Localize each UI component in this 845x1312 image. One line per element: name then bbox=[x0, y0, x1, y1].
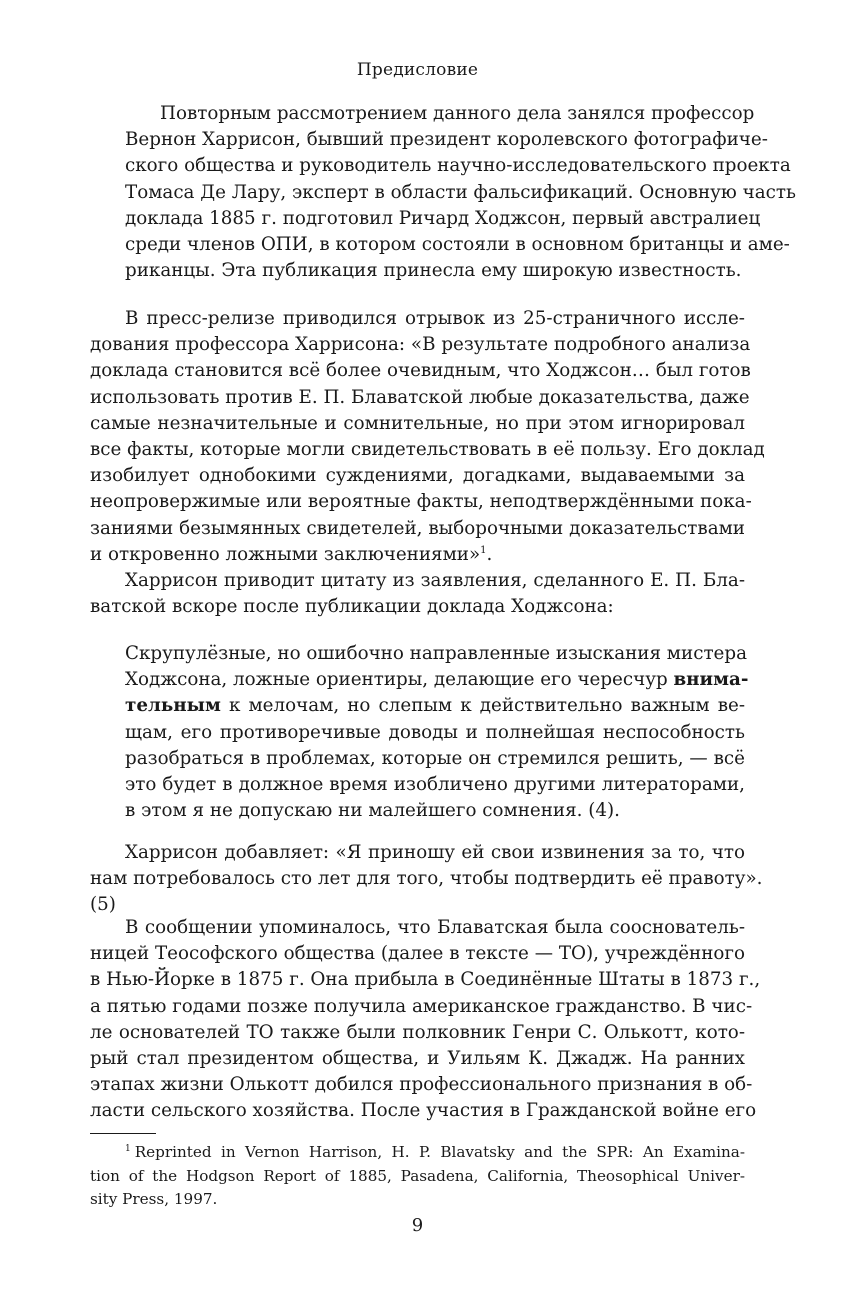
footnote-line: $^1$ Reprinted in Vernon Harrison, H. P. Blavatsky and the SPR: An Examina- bbox=[125, 1143, 745, 1161]
text-line: ницей Теософского общества (далее в тексте — ТО), учреждённого bbox=[90, 943, 745, 965]
text-line: все факты, которые могли свидетельствовать в её пользу. Его доклад bbox=[90, 438, 765, 460]
footnote-reference[interactable]: 1 bbox=[480, 544, 487, 556]
text-line: щам, его противоречивые доводы и полнейшая неспособность bbox=[125, 721, 745, 743]
running-head: Предисловие bbox=[356, 60, 479, 80]
text-line: В пресс-релизе приводился отрывок из 25-страничного иссле- bbox=[125, 308, 745, 329]
text-line: доклада 1885 г. подготовил Ричард Ходжсон, первый австралиец bbox=[125, 207, 761, 229]
text-line: неопровержимые или вероятные факты, неподтверждёнными пока- bbox=[90, 491, 752, 513]
footnote-line: tion of the Hodgson Report of 1885, Pasadena, California, Theosophical Univer- bbox=[90, 1166, 745, 1185]
page-number: 9 bbox=[411, 1215, 424, 1236]
text-line: рый стал президентом общества, и Уильям К. Джадж. На ранних bbox=[90, 1047, 745, 1069]
text-line: ласти сельского хозяйства. После участия в Гражданской войне его bbox=[90, 1100, 757, 1122]
text-line: среди членов ОПИ, в котором состояли в основном британцы и аме- bbox=[125, 233, 790, 255]
text-line: нам потребовалось сто лет для того, чтобы подтвердить её правоту». bbox=[90, 868, 763, 890]
footnote-mark: 1 bbox=[125, 1143, 131, 1154]
text-line: Скрупулёзные, но ошибочно направленные изыскания мистера bbox=[125, 643, 747, 664]
text-line: доклада становится всё более очевидным, что Ходжсон… был готов bbox=[90, 360, 751, 382]
text-line: это будет в должное время изобличено другими литераторами, bbox=[125, 773, 745, 795]
text-line: а пятью годами позже получила американское гражданство. В чис- bbox=[90, 995, 753, 1017]
text-line: заниями безымянных свидетелей, выборочными доказательствами bbox=[90, 517, 745, 539]
text-line: Харрисон добавляет: «Я приношу ей свои извинения за то, что bbox=[125, 842, 745, 863]
intro-paragraph bbox=[90, 101, 796, 284]
text-line-content: и откровенно ложными заключениями» bbox=[90, 543, 481, 565]
block-quote bbox=[90, 641, 749, 824]
text-line: Томаса Де Лару, эксперт в области фальсификаций. Основную часть bbox=[125, 181, 796, 203]
body-paragraph bbox=[90, 840, 763, 919]
text-line: разобраться в проблемах, которые он стремился решить, — всё bbox=[125, 747, 745, 769]
text-line: изобилует однобокими суждениями, догадками, выдаваемыми за bbox=[90, 465, 745, 487]
text-line: этапах жизни Олькотт добился профессионального признания в об- bbox=[90, 1074, 753, 1096]
text-line: ле основателей ТО также были полковник Генри С. Олькотт, кото- bbox=[90, 1021, 745, 1043]
text-line: риканцы. Эта публикация принесла ему широкую известность. bbox=[125, 260, 742, 282]
footnote-divider bbox=[90, 1133, 156, 1134]
text-line: тельным к мелочам, но слепым к действительно важным ве- bbox=[125, 695, 745, 717]
text-line: В сообщении упоминалось, что Блаватская была сооснователь- bbox=[125, 917, 745, 938]
text-line: и откровенно ложными заключениями»$^1$. bbox=[90, 543, 493, 565]
text-line: Повторным рассмотрением данного дела занялся профессор bbox=[160, 103, 755, 124]
body-paragraph bbox=[90, 568, 745, 620]
footnote bbox=[90, 1141, 745, 1212]
text-line: в этом я не допускаю ни малейшего сомнения. (4). bbox=[125, 800, 620, 822]
footnote-line: sity Press, 1997. bbox=[90, 1190, 218, 1208]
body-paragraph bbox=[90, 306, 765, 568]
emphasis: тельным bbox=[125, 695, 221, 717]
text-line: ватской вскоре после публикации доклада Ходжсона: bbox=[90, 596, 614, 618]
body-paragraph bbox=[90, 915, 761, 1125]
text-line: самые незначительные и сомнительные, но при этом игнорировал bbox=[90, 412, 745, 434]
text-line: Ходжсона, ложные ориентиры, делающие его чересчур внима- bbox=[125, 669, 749, 691]
text-line: в Нью-Йорке в 1875 г. Она прибыла в Соединённые Штаты в 1873 г., bbox=[90, 969, 761, 991]
text-line: использовать против Е. П. Блаватской любые доказательства, даже bbox=[90, 386, 750, 408]
emphasis: внима- bbox=[673, 669, 749, 691]
text-line: Вернон Харрисон, бывший президент королевского фотографиче- bbox=[125, 129, 768, 151]
text-line: дования профессора Харрисона: «В результате подробного анализа bbox=[90, 334, 751, 356]
text-line: ского общества и руководитель научно-исследовательского проекта bbox=[125, 155, 791, 177]
text-line: Харрисон приводит цитату из заявления, сделанного Е. П. Бла- bbox=[125, 570, 745, 591]
text-line: (5) bbox=[90, 894, 116, 916]
